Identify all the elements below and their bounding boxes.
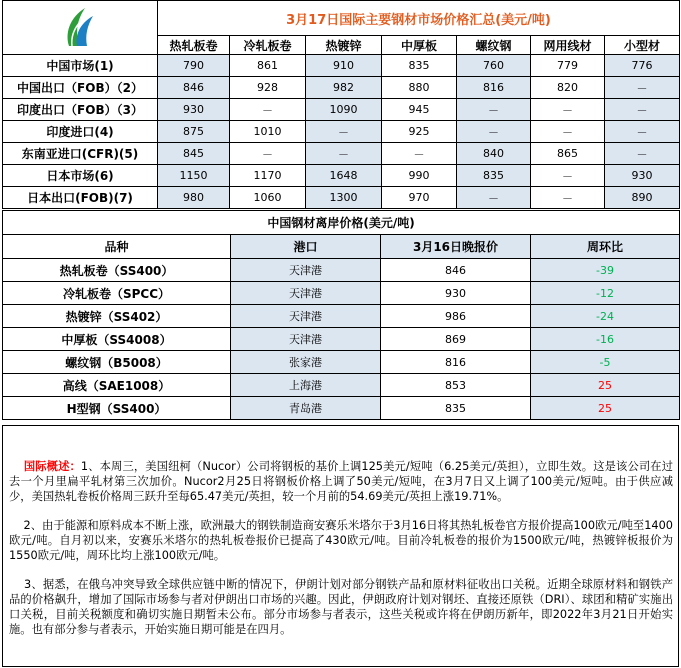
table-row — [3, 397, 680, 420]
column-header: 冷轧板卷 — [230, 36, 306, 55]
overview-label: 国际概述： — [23, 460, 81, 473]
table-row — [3, 187, 680, 209]
price-cell: 925 — [382, 121, 457, 143]
port-name: 张家港 — [231, 351, 381, 374]
price-cell: 835 — [382, 55, 457, 77]
overview-p2-text: 2、由于能源和原料成本不断上涨，欧洲最大的钢铁制造商安赛乐米塔尔于3月16日将其热轧板卷官方报价提高100欧元/吨至1400欧元/吨。自月初以来，安赛乐米塔尔的热轧板卷报价已提高了430欧元/吨。目前冷轧板卷的报价为1500欧元/吨，热镀锌板报价为1550欧元/吨，周环比均上涨100欧元/吨。 — [9, 519, 673, 562]
price-cell: 1060 — [230, 187, 306, 209]
price-cell: － — [382, 143, 457, 165]
overview-p1-text: 1、本周三，美国纽柯（Nucor）公司将钢板的基价上调125美元/短吨（6.25美元/英担），立即生效。这是该公司在过去一个月里扁平轧材第三次加价。Nucor2月25日将钢板价格上调了50美元/短吨，在3月7日又上调了100美元/短吨。由于供应减少，美国热轧卷板价格周三跃升至每65.47美元/英担，较一个月前的54.69美元/英担上涨19.71%。 — [9, 460, 673, 503]
port-name: 青岛港 — [231, 397, 381, 420]
price-cell: － — [605, 77, 680, 99]
port-name: 天津港 — [231, 305, 381, 328]
price-cell: 970 — [382, 187, 457, 209]
price-cell: 790 — [158, 55, 230, 77]
price-cell: 945 — [382, 99, 457, 121]
column-header: 港口 — [231, 235, 381, 259]
product-name: 高线（SAE1008） — [3, 374, 231, 397]
offshore-header-row — [3, 235, 680, 259]
price-cell: 820 — [531, 77, 605, 99]
column-header: 小型材 — [605, 36, 680, 55]
price-value: 986 — [381, 305, 531, 328]
price-cell: 1648 — [306, 165, 382, 187]
weekly-change: -12 — [531, 282, 680, 305]
price-cell: 930 — [605, 165, 680, 187]
price-cell: 910 — [306, 55, 382, 77]
table-row — [3, 351, 680, 374]
column-header: 热轧板卷 — [158, 36, 230, 55]
table-row — [3, 99, 680, 121]
table-row — [3, 259, 680, 282]
weekly-change: 25 — [531, 397, 680, 420]
table-row — [3, 77, 680, 99]
weekly-change: -16 — [531, 328, 680, 351]
overview-paragraph-1 — [9, 459, 673, 504]
price-cell: － — [230, 99, 306, 121]
column-header: 周环比 — [531, 235, 680, 259]
row-label: 日本出口(FOB)(7) — [3, 187, 158, 209]
price-cell: 835 — [457, 165, 531, 187]
price-cell: 1150 — [158, 165, 230, 187]
table-row — [3, 328, 680, 351]
row-label: 印度进口(4) — [3, 121, 158, 143]
row-label: 中国出口（FOB）（2） — [3, 77, 158, 99]
table-row — [3, 165, 680, 187]
price-cell: － — [457, 99, 531, 121]
price-cell: － — [457, 121, 531, 143]
price-cell: 928 — [230, 77, 306, 99]
row-label: 东南亚进口(CFR)(5) — [3, 143, 158, 165]
price-cell: 760 — [457, 55, 531, 77]
price-cell: 1300 — [306, 187, 382, 209]
product-name: 螺纹钢（B5008） — [3, 351, 231, 374]
weekly-change: -24 — [531, 305, 680, 328]
green-leaf-logo-icon — [63, 6, 97, 50]
price-value: 816 — [381, 351, 531, 374]
price-cell: 1090 — [306, 99, 382, 121]
offshore-price-table — [2, 210, 680, 420]
price-cell: － — [605, 121, 680, 143]
port-name: 天津港 — [231, 259, 381, 282]
overview-paragraph-2 — [9, 518, 673, 563]
logo — [3, 1, 158, 55]
price-cell: － — [531, 165, 605, 187]
column-header: 螺纹钢 — [457, 36, 531, 55]
table-row — [3, 143, 680, 165]
table-row — [3, 55, 680, 77]
column-header: 品种 — [3, 235, 231, 259]
price-cell: － — [531, 99, 605, 121]
price-cell: － — [306, 121, 382, 143]
price-cell: 980 — [158, 187, 230, 209]
product-name: 热轧板卷（SS400） — [3, 259, 231, 282]
overview-paragraph-3 — [9, 577, 673, 637]
weekly-change: -5 — [531, 351, 680, 374]
price-cell: － — [457, 187, 531, 209]
row-label: 印度出口（FOB）（3） — [3, 99, 158, 121]
price-cell: － — [531, 121, 605, 143]
price-cell: 776 — [605, 55, 680, 77]
row-label: 日本市场(6) — [3, 165, 158, 187]
market-overview-text — [2, 425, 679, 667]
product-name: 冷轧板卷（SPCC） — [3, 282, 231, 305]
price-cell: － — [605, 143, 680, 165]
product-name: H型钢（SS400） — [3, 397, 231, 420]
international-table-title: 3月17日国际主要钢材市场价格汇总(美元/吨) — [158, 1, 680, 36]
port-name: 天津港 — [231, 328, 381, 351]
table-row — [3, 121, 680, 143]
price-value: 846 — [381, 259, 531, 282]
product-name: 中厚板（SS4008） — [3, 328, 231, 351]
price-cell: 880 — [382, 77, 457, 99]
price-cell: 890 — [605, 187, 680, 209]
product-name: 热镀锌（SS402） — [3, 305, 231, 328]
price-cell: 846 — [158, 77, 230, 99]
price-value: 869 — [381, 328, 531, 351]
column-header: 热镀锌 — [306, 36, 382, 55]
price-cell: 840 — [457, 143, 531, 165]
price-cell: 875 — [158, 121, 230, 143]
price-cell: 816 — [457, 77, 531, 99]
port-name: 天津港 — [231, 282, 381, 305]
price-value: 930 — [381, 282, 531, 305]
table-row — [3, 305, 680, 328]
price-cell: 779 — [531, 55, 605, 77]
price-cell: 1170 — [230, 165, 306, 187]
weekly-change: -39 — [531, 259, 680, 282]
price-cell: － — [531, 187, 605, 209]
port-name: 上海港 — [231, 374, 381, 397]
price-cell: 861 — [230, 55, 306, 77]
offshore-table-title: 中国钢材离岸价格(美元/吨) — [3, 211, 680, 235]
price-cell: － — [605, 99, 680, 121]
price-cell: 845 — [158, 143, 230, 165]
price-cell: 865 — [531, 143, 605, 165]
column-header: 网用线材 — [531, 36, 605, 55]
price-value: 835 — [381, 397, 531, 420]
price-cell: 982 — [306, 77, 382, 99]
price-cell: 990 — [382, 165, 457, 187]
column-header: 中厚板 — [382, 36, 457, 55]
price-cell: － — [230, 143, 306, 165]
price-cell: 930 — [158, 99, 230, 121]
row-label: 中国市场(1) — [3, 55, 158, 77]
table-row — [3, 282, 680, 305]
overview-p3-text: 3、据悉，在俄乌冲突导致全球供应链中断的情况下，伊朗计划对部分钢铁产品和原材料征收出口关税。近期全球原材料和钢铁产品的价格飙升，增加了国际市场参与者对伊朗出口市场的兴趣。因此，伊朗政府计划对钢坯、直接还原铁（DRI）、球团和精矿实施出口关税，目前关税额度和确切实施日期暂未公布。部分市场参与者表示，这些关税或许将在伊朗历新年，即2022年3月21日开始实施。也有部分参与者表示，开始实施日期可能是在四月。 — [9, 578, 673, 636]
international-price-table — [2, 0, 680, 209]
table-row — [3, 374, 680, 397]
weekly-change: 25 — [531, 374, 680, 397]
price-cell: － — [306, 143, 382, 165]
column-header: 3月16日晚报价 — [381, 235, 531, 259]
price-cell: 1010 — [230, 121, 306, 143]
price-value: 853 — [381, 374, 531, 397]
